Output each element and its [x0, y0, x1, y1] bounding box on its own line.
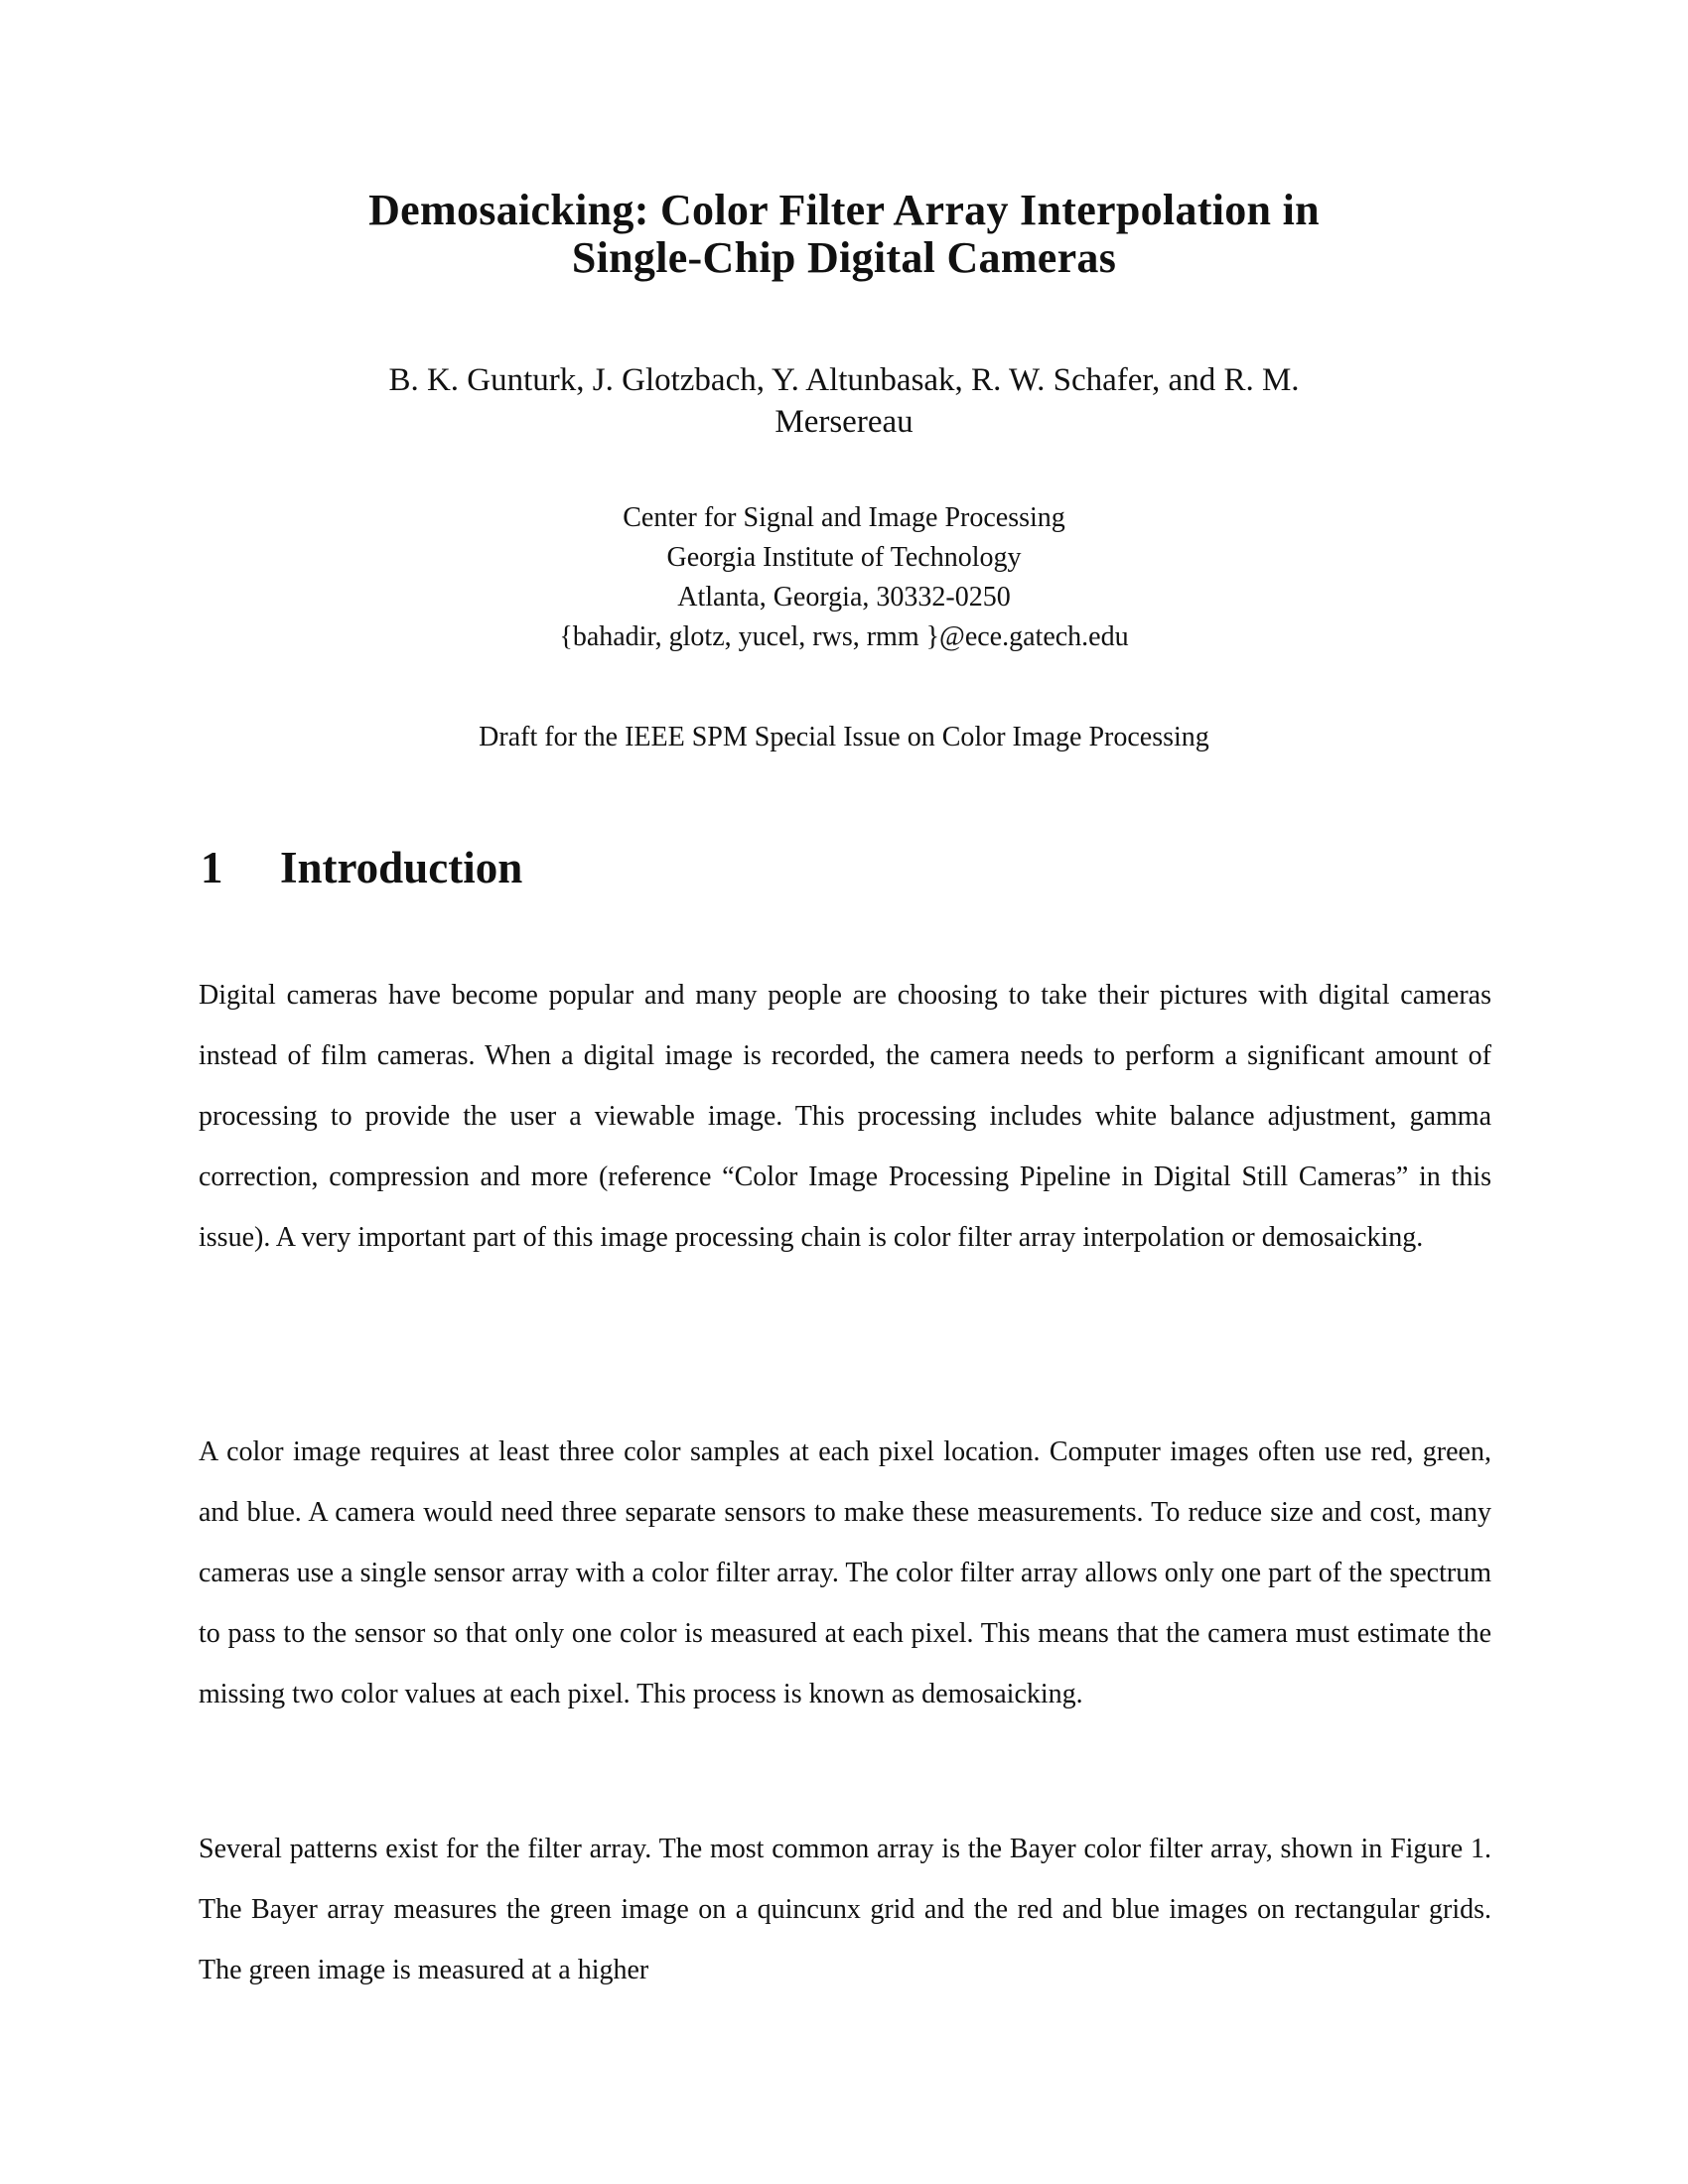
section-number: 1 — [201, 843, 223, 892]
title-line-2: Single-Chip Digital Cameras — [571, 233, 1117, 282]
draft-note: Draft for the IEEE SPM Special Issue on Color Image Processing — [479, 722, 1209, 752]
authors-line-1: B. K. Gunturk, J. Glotzbach, Y. Altunbasak, R. W. Schafer, and R. M. — [388, 362, 1300, 398]
authors-line-2: Mersereau — [774, 404, 914, 440]
section-title: Introduction — [280, 843, 523, 892]
paper-title — [199, 187, 1489, 282]
affiliation-emails: {bahadir, glotz, yucel, rws, rmm }@ece.gatech.edu — [559, 621, 1129, 652]
affiliation-center: Center for Signal and Image Processing — [623, 502, 1065, 533]
affiliation-institute: Georgia Institute of Technology — [666, 542, 1022, 573]
paragraph-2 — [199, 1422, 1491, 1724]
paragraph-text: Several patterns exist for the filter array. The most common array is the Bayer color filter array, shown in Figure 1. The Bayer array measures the green image on a quincunx grid and the red and blue images on rectangular grids. The green image is measured at a higher — [199, 1834, 1491, 1985]
affiliation-block — [199, 498, 1489, 657]
paragraph-1 — [199, 965, 1491, 1268]
author-list — [199, 359, 1489, 443]
title-line-1: Demosaicking: Color Filter Array Interpolation in — [368, 186, 1320, 234]
paragraph-3 — [199, 1819, 1491, 2000]
affiliation-address: Atlanta, Georgia, 30332-0250 — [677, 582, 1011, 613]
section-heading-introduction — [201, 842, 522, 893]
paragraph-text: Digital cameras have become popular and many people are choosing to take their pictures with digital cameras instead of film cameras. When a digital image is recorded, the camera needs to perform a significant amount of processing to provide the user a viewable image. This processing includes white balance adjustment, gamma correction, compression and more (reference “Color Image Processing Pipeline in Digital Still Cameras” in this issue). A very important part of this image processing chain is color filter array interpolation or demosaicking. — [199, 980, 1491, 1253]
paragraph-text: A color image requires at least three color samples at each pixel location. Computer images often use red, green, and blue. A camera would need three separate sensors to make these measurements. To reduce size and cost, many cameras use a single sensor array with a color filter array. The color filter array allows only one part of the spectrum to pass to the sensor so that only one color is measured at each pixel. This means that the camera must estimate the missing two color values at each pixel. This process is known as demosaicking. — [199, 1436, 1491, 1709]
